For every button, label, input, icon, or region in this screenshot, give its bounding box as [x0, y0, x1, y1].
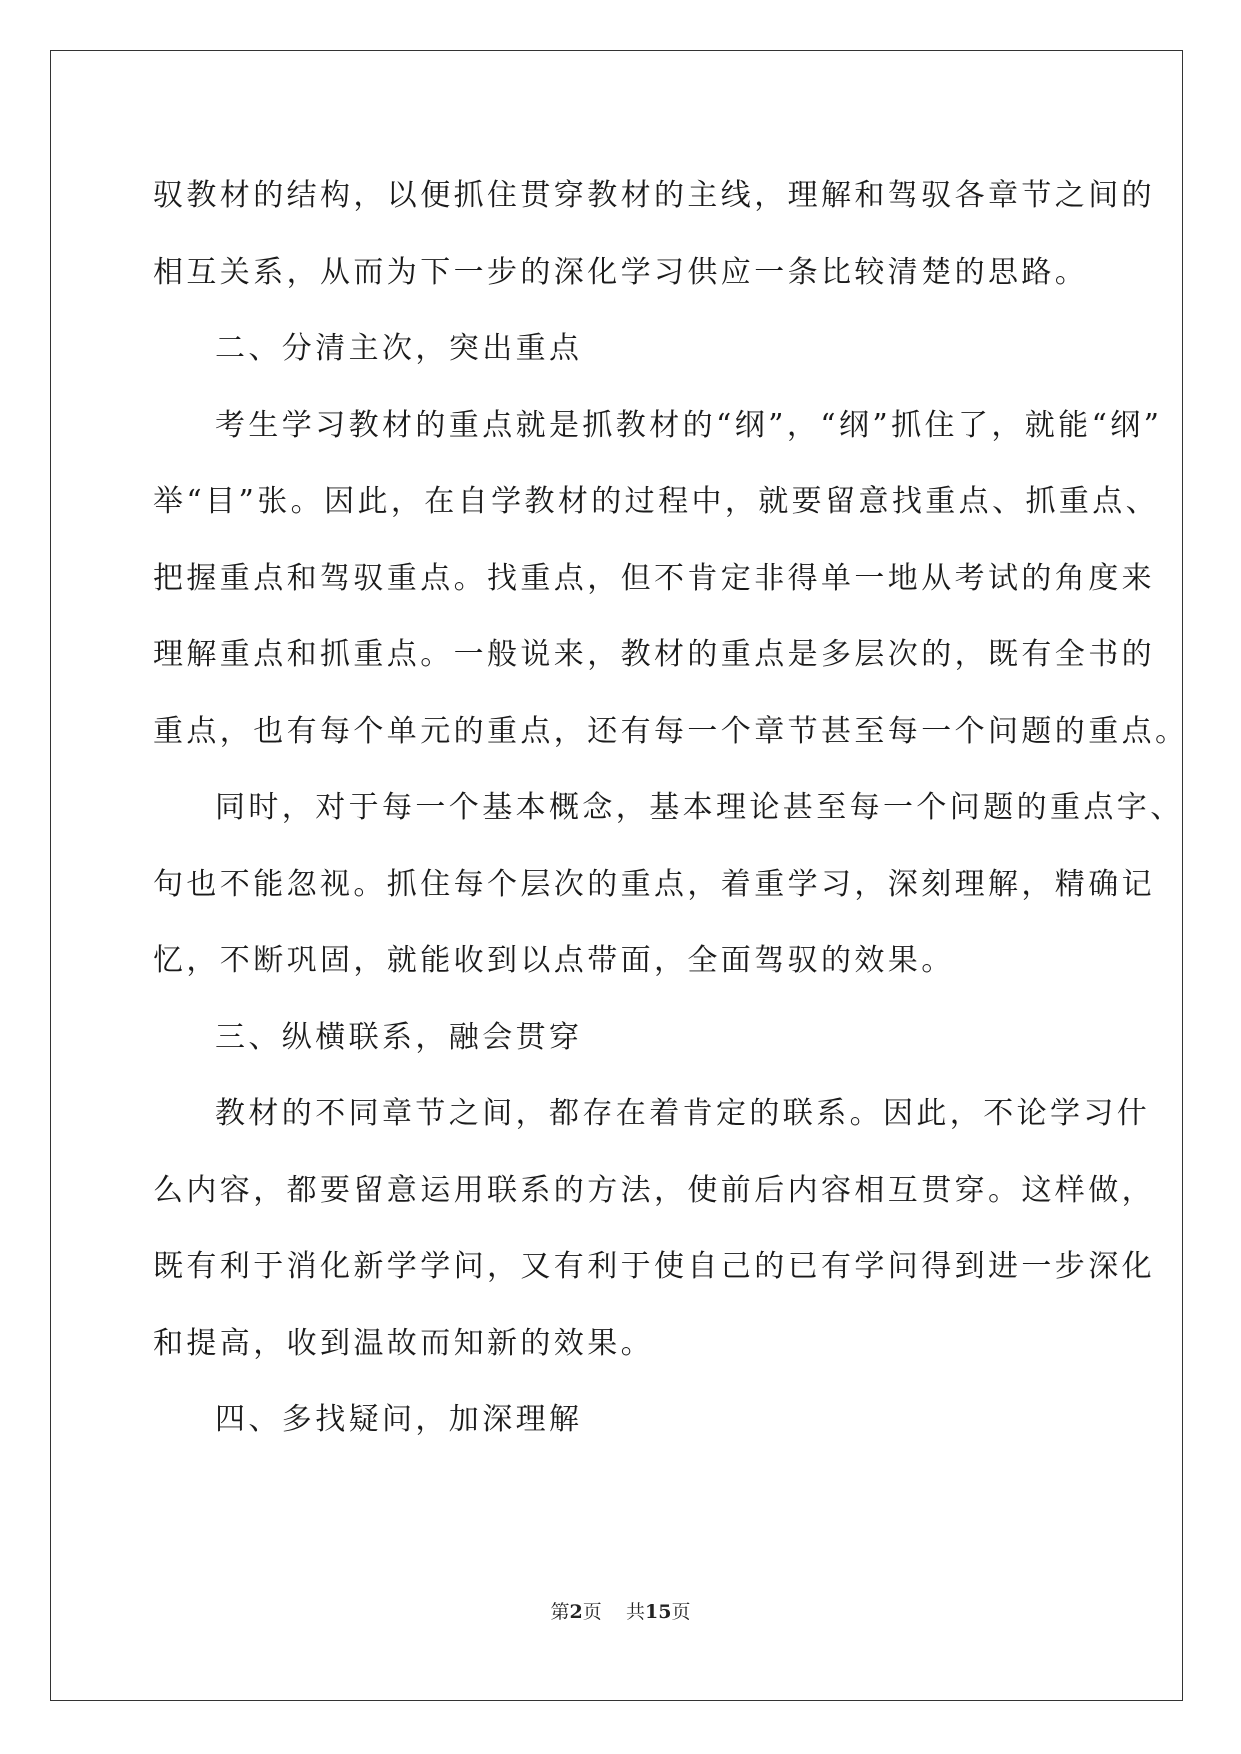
text-line: 既有利于消化新学学问，又有利于使自己的已有学问得到进一步深化 [153, 1249, 1155, 1284]
text-line: 考生学习教材的重点就是抓教材的“纲”，“纲”抓住了，就能“纲” [215, 407, 1163, 443]
section-heading: 二、分清主次，突出重点 [215, 331, 583, 366]
text-line: 教材的不同章节之间，都存在着肯定的联系。因此，不论学习什 [215, 1096, 1151, 1131]
document-body [153, 158, 1189, 1459]
text-line: 和提高，收到温故而知新的效果。 [153, 1325, 654, 1361]
page-footer [0, 1597, 1241, 1624]
text-line: 举“目”张。因此，在自学教材的过程中，就要留意找重点、抓重点、 [153, 484, 1160, 519]
text-line: 把握重点和驾驭重点。找重点，但不肯定非得单一地从考试的角度来 [153, 560, 1155, 596]
text-line: 驭教材的结构，以便抓住贯穿教材的主线，理解和驾驭各章节之间的 [153, 178, 1155, 213]
total-suffix: 页 [671, 1601, 691, 1623]
page-suffix: 页 [582, 1601, 602, 1623]
page-prefix: 第 [550, 1601, 570, 1623]
text-line: 同时，对于每一个基本概念，基本理论甚至每一个问题的重点字、 [215, 790, 1184, 825]
text-line: 句也不能忽视。抓住每个层次的重点，着重学习，深刻理解，精确记 [153, 866, 1155, 902]
text-line: 忆，不断巩固，就能收到以点带面，全面驾驭的效果。 [153, 943, 955, 978]
page-number: 2 [569, 1601, 583, 1623]
text-line: 相互关系，从而为下一步的深化学习供应一条比较清楚的思路。 [153, 254, 1089, 290]
total-pages: 15 [644, 1601, 672, 1623]
text-line: 么内容，都要留意运用联系的方法，使前后内容相互贯穿。这样做， [153, 1172, 1155, 1208]
text-line: 重点，也有每个单元的重点，还有每一个章节甚至每一个问题的重点。 [153, 713, 1189, 749]
total-prefix: 共 [625, 1601, 645, 1623]
text-line: 理解重点和抓重点。一般说来，教材的重点是多层次的，既有全书的 [153, 637, 1155, 672]
section-heading: 三、纵横联系，融会贯穿 [215, 1019, 583, 1055]
section-heading: 四、多找疑问，加深理解 [215, 1402, 583, 1437]
